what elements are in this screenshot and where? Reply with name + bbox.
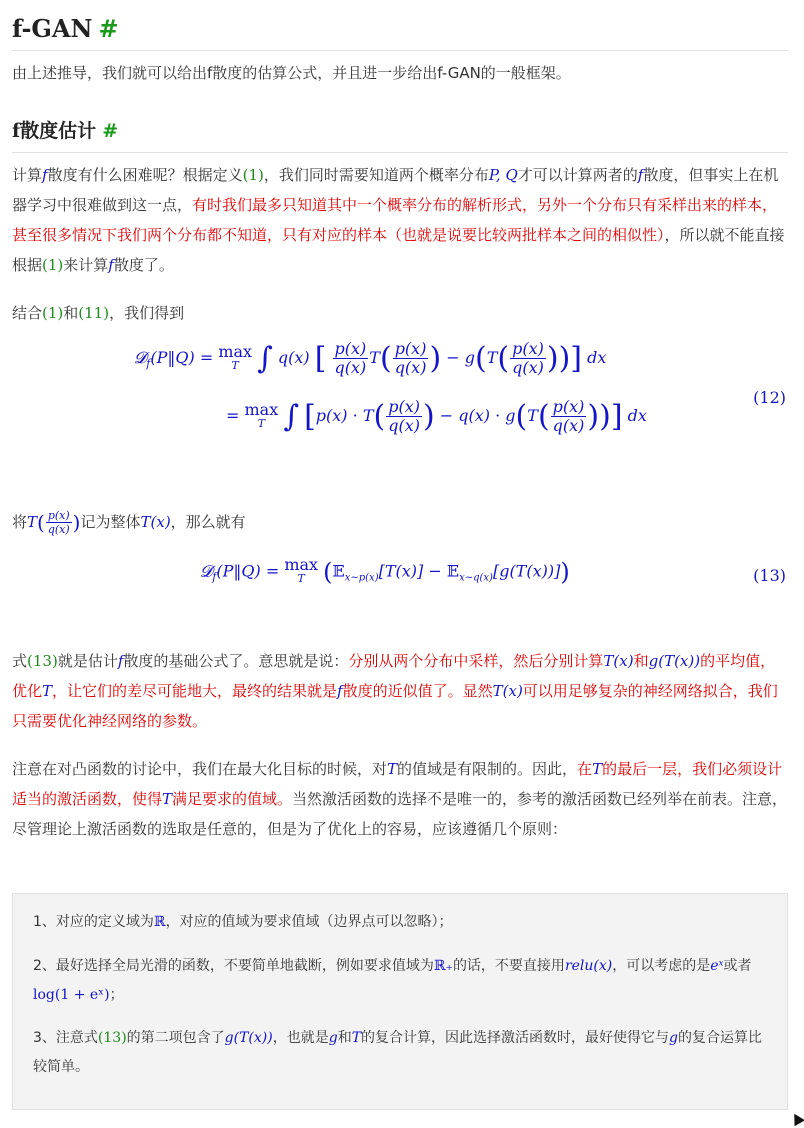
fraction xyxy=(386,398,422,435)
highlight-text: 和 xyxy=(633,652,649,670)
text: ，所以就不能直接根据 xyxy=(12,226,785,274)
math-ex: eˣ xyxy=(710,958,724,974)
text: ，我们同时需要知道两个概率分布 xyxy=(263,166,489,184)
expectation-1: 𝔼 xyxy=(332,561,345,581)
text: 就是估计 xyxy=(57,652,118,670)
fraction xyxy=(46,509,72,536)
equation-ref-13[interactable]: (13) xyxy=(27,652,58,670)
denominator: q(x) xyxy=(552,416,585,435)
principle-2 xyxy=(33,952,773,1010)
math-log: log(1 + eˣ) xyxy=(33,987,110,1003)
math-R: ℝ xyxy=(153,914,166,930)
math-Tx: T(x) xyxy=(140,513,171,531)
equation-12-line-2 xyxy=(226,398,647,435)
math-eq: = xyxy=(199,348,214,367)
max-text: max xyxy=(284,555,319,574)
principle-1 xyxy=(33,908,773,937)
text: 的第二项包含了 xyxy=(126,1030,225,1046)
paren-open: ( xyxy=(379,341,392,376)
max-text: max xyxy=(218,341,253,361)
math-px: p(x) xyxy=(315,406,348,425)
numerator: p(x) xyxy=(512,339,544,358)
math-g: g xyxy=(669,1030,678,1046)
mouse-cursor-icon xyxy=(789,1111,804,1127)
principles-box xyxy=(12,893,788,1110)
text: 1、对应的定义域为 xyxy=(33,914,154,930)
expectation-2: 𝔼 xyxy=(446,561,460,581)
highlight-text: 的最后一层，我们必须设计适当的激活函数，使得 xyxy=(12,760,783,808)
highlight-text: 可以用足够复杂的神经网络拟合，我们只需要优化神经网络的参数。 xyxy=(12,682,778,730)
math-T: T xyxy=(592,760,603,778)
math-Tx: T(x) xyxy=(492,682,523,700)
math-f: f xyxy=(42,166,48,184)
math-Tx: T(x) xyxy=(603,652,634,670)
denominator: q(x) xyxy=(394,358,427,377)
max-text: max xyxy=(244,399,279,419)
math-relu: relu(x) xyxy=(564,958,613,974)
math-g: g xyxy=(505,406,516,425)
math-gTx: g(T(x)) xyxy=(224,1030,273,1046)
bracket-open: [ xyxy=(304,399,316,434)
max-sub: T xyxy=(231,358,239,372)
highlight-text: 分别从两个分布中采样，然后分别计算 xyxy=(348,652,604,670)
denominator: q(x) xyxy=(512,358,544,377)
highlight-text: 在 xyxy=(577,760,593,778)
numerator: p(x) xyxy=(394,339,427,358)
max-operator xyxy=(218,341,253,373)
text: ； xyxy=(109,987,124,1003)
math-eq: = xyxy=(265,561,280,581)
math-args: (P‖Q) xyxy=(216,561,261,581)
math-dx: dx xyxy=(627,406,647,425)
bracket-close: ] xyxy=(570,341,582,376)
text: 2、最好选择全局光滑的函数，不要简单地截断，例如要求值域为 xyxy=(33,958,434,974)
expectation-sub-1: x∼p(x) xyxy=(344,572,379,584)
section-title-text: f散度估计 xyxy=(12,120,97,142)
math-minus: − xyxy=(428,561,442,581)
paren-open: ( xyxy=(37,510,45,535)
expectation-term-2: [g(T(x))] xyxy=(492,561,561,581)
paren-open: ( xyxy=(373,399,386,434)
math-T: T xyxy=(369,348,380,367)
text: 的话，不要直接用 xyxy=(452,958,565,974)
text: 的复合运算比较简单。 xyxy=(33,1030,762,1075)
text: 来计算 xyxy=(63,256,109,274)
text: ，那么就有 xyxy=(170,513,246,531)
text: 或者 xyxy=(723,958,752,974)
section-anchor-link[interactable]: # xyxy=(102,120,119,142)
numerator: p(x) xyxy=(552,397,585,416)
math-sub-f: f xyxy=(146,357,151,371)
math-qx: q(x) xyxy=(458,406,491,425)
text: 注意在对凸函数的讨论中，我们在最大化目标的时候，对 xyxy=(12,760,388,778)
math-f: f xyxy=(117,652,124,670)
text: 散度有什么困难呢？根据定义 xyxy=(47,166,243,184)
text: 散度，但事实上在机器学习中很难做到这一点， xyxy=(12,166,779,214)
highlight-text: 有时我们最多只知道其中一个概率分布的解析形式，另外一个分布只有采样出来的样本，甚至很多情况下我们两个分布都不知道，只有对应的样本（也就是说要比较两批样本之间的相似性） xyxy=(12,196,778,244)
equation-12 xyxy=(12,340,788,460)
expectation-sub-2: x∼q(x) xyxy=(459,572,493,584)
math-f: f xyxy=(637,166,644,184)
text: 和 xyxy=(63,304,79,322)
paren-open: ( xyxy=(497,341,510,376)
equation-number-13: (13) xyxy=(753,566,786,585)
math-minus: − xyxy=(439,406,454,425)
math-f: f xyxy=(108,256,114,274)
math-T: T xyxy=(351,1030,362,1046)
page-title-text: f-GAN xyxy=(12,14,93,43)
substitute-paragraph xyxy=(12,504,788,541)
math-args: (P‖Q) xyxy=(150,348,195,367)
math-gTx: g(T(x)) xyxy=(648,652,701,670)
text: 将 xyxy=(12,513,28,531)
text: ，也就是 xyxy=(272,1030,329,1046)
numerator: p(x) xyxy=(334,339,367,358)
text: ，我们得到 xyxy=(109,304,185,322)
equation-ref-1[interactable]: (1) xyxy=(242,166,264,184)
paren-open: ( xyxy=(475,341,487,376)
equation-ref-1[interactable]: (1) xyxy=(42,304,64,322)
highlight-text: ，让它们的差尽可能地大，最终的结果就是 xyxy=(52,682,338,700)
math-Rplus: ℝ₊ xyxy=(433,958,453,974)
denominator: q(x) xyxy=(388,416,420,435)
difficulty-paragraph xyxy=(12,160,788,280)
numerator: p(x) xyxy=(47,509,70,522)
text: 和 xyxy=(337,1030,352,1046)
math-PQ: P, Q xyxy=(488,166,518,184)
max-sub: T xyxy=(257,416,266,430)
math-g: g xyxy=(464,348,475,367)
math-sub-f: f xyxy=(212,570,217,584)
text: 散度了。 xyxy=(113,256,174,274)
paren-open: ( xyxy=(515,399,528,434)
text: 计算 xyxy=(12,166,43,184)
fraction xyxy=(510,340,546,377)
equation-13 xyxy=(12,555,788,602)
math-T: T xyxy=(162,790,173,808)
math-eq: = xyxy=(226,406,240,425)
paren-close: ) xyxy=(422,399,435,434)
expectation-term-1: [T(x)] xyxy=(378,561,424,581)
text: 记为整体 xyxy=(80,513,141,531)
math-T: T xyxy=(42,682,53,700)
numerator: p(x) xyxy=(388,397,420,416)
math-T: T xyxy=(362,406,374,425)
integral-sign: ∫ xyxy=(257,341,273,376)
math-f: f xyxy=(337,682,343,700)
equation-12-line-1 xyxy=(134,340,606,377)
paren-close: ) xyxy=(429,341,442,376)
text: 式 xyxy=(12,652,28,670)
paren-close: )) xyxy=(546,341,571,376)
math-qx: q(x) xyxy=(277,348,310,367)
bracket-open: [ xyxy=(314,341,327,376)
math-T: T xyxy=(387,760,398,778)
math-minus: − xyxy=(446,348,460,367)
paren-close: ) xyxy=(560,558,570,586)
activation-paragraph xyxy=(12,754,788,844)
denominator: q(x) xyxy=(334,358,367,377)
equation-number-12: (12) xyxy=(753,388,786,407)
math-dot: · xyxy=(352,406,358,425)
text: 的值域是有限制的。因此， xyxy=(397,760,578,778)
math-T: T xyxy=(527,406,538,425)
fraction xyxy=(333,340,369,377)
max-operator xyxy=(284,555,319,586)
fraction xyxy=(393,340,429,377)
text: 的复合计算，因此选择激活函数时，最好使得它与 xyxy=(361,1030,670,1046)
paren-close: )) xyxy=(587,399,611,434)
intro-paragraph: 由上述推导，我们就可以给出f散度的估算公式，并且进一步给出f-GAN的一般框架。 xyxy=(12,64,571,82)
math-D: 𝓓 xyxy=(134,348,147,367)
math-g: g xyxy=(328,1030,338,1046)
text: 当然激活函数的选择不是唯一的，参考的激活函数已经列举在前表。注意，尽管理论上激活函数的选取是任意的，但是为了优化上的容易，应该遵循几个原则： xyxy=(12,790,788,838)
integral-sign: ∫ xyxy=(283,399,299,434)
highlight-text: 的平均值，优化 xyxy=(12,652,776,700)
text: 3、注意式 xyxy=(33,1030,98,1046)
highlight-text: 散度的近似值了。显然 xyxy=(342,682,493,700)
combine-paragraph xyxy=(12,298,788,328)
math-D: 𝓓 xyxy=(200,561,213,581)
bracket-close: ] xyxy=(610,399,623,434)
max-sub: T xyxy=(297,572,305,585)
meaning-paragraph xyxy=(12,646,788,736)
equation-ref-11[interactable]: (11) xyxy=(78,304,110,322)
equation-ref-1[interactable]: (1) xyxy=(42,256,64,274)
equation-ref-13[interactable]: (13) xyxy=(97,1030,127,1046)
paren-open: ( xyxy=(537,399,550,434)
text: 结合 xyxy=(12,304,43,322)
title-anchor-link[interactable]: # xyxy=(98,14,119,43)
paren-open: ( xyxy=(323,558,333,586)
math-T: T xyxy=(486,348,498,367)
fraction xyxy=(551,398,587,435)
max-operator xyxy=(244,399,279,431)
text: ，可以考虑的是 xyxy=(612,958,711,974)
text: 才可以计算两者的 xyxy=(517,166,638,184)
paren-close: ) xyxy=(72,510,81,535)
highlight-text: 满足要求的值域。 xyxy=(172,790,293,808)
text: ，对应的值域为要求值域（边界点可以忽略）； xyxy=(165,914,453,930)
denominator: q(x) xyxy=(47,523,70,536)
math-T: T xyxy=(27,513,38,531)
math-dx: dx xyxy=(587,348,607,367)
math-dot: · xyxy=(495,406,501,425)
page-title xyxy=(12,14,788,51)
equation-13-line xyxy=(200,555,570,586)
section-title xyxy=(12,116,788,153)
text: 散度的基础公式了。意思就是说： xyxy=(123,652,349,670)
principle-3 xyxy=(33,1024,773,1082)
